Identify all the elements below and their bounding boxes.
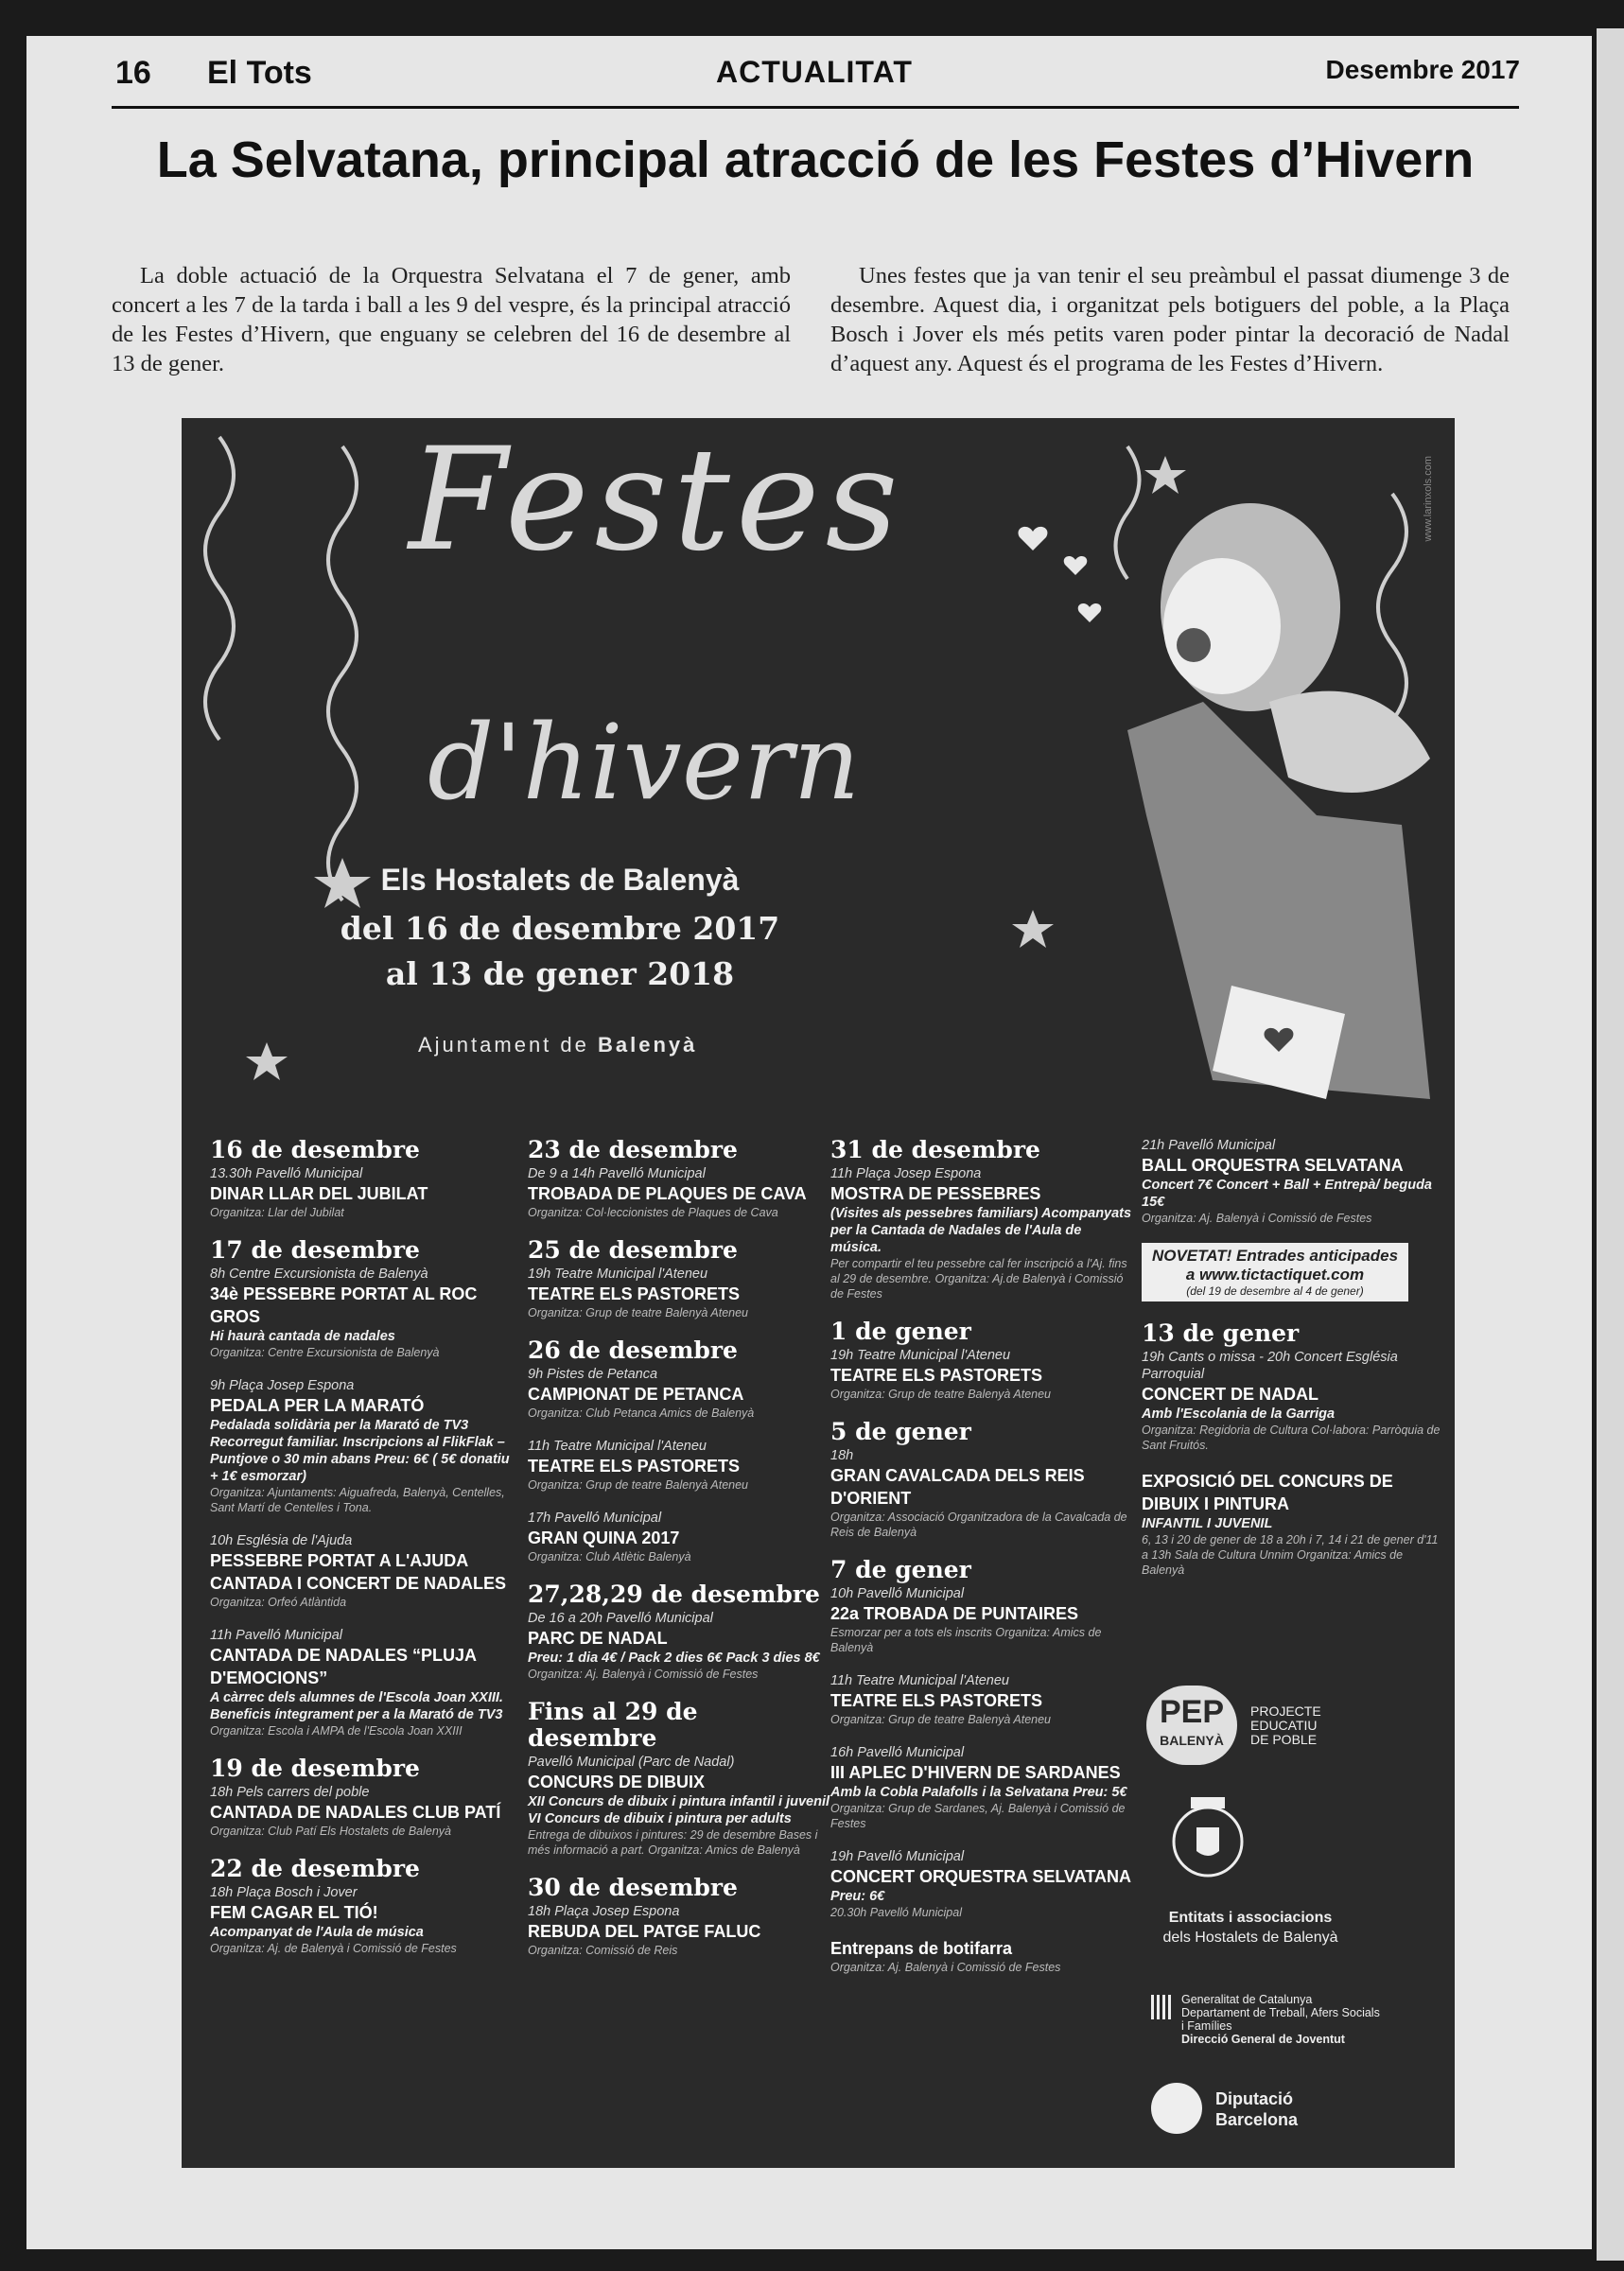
day-block xyxy=(830,1319,1133,1402)
event-organizer: Organitza: Grup de teatre Balenyà Ateneu xyxy=(830,1388,1052,1401)
event-time-place: 10h Pavelló Municipal xyxy=(830,1586,965,1601)
day-heading: 30 de desembre xyxy=(528,1874,738,1901)
event-item xyxy=(830,1848,1133,1920)
event-time-place: 10h Església de l'Ajuda xyxy=(210,1533,353,1548)
diputacio-line-2: Barcelona xyxy=(1215,2110,1299,2129)
event-time-place: 21h Pavelló Municipal xyxy=(1142,1138,1276,1153)
event-title: CONCURS DE DIBUIX xyxy=(528,1773,706,1791)
ajuntament-prefix: Ajuntament de xyxy=(418,1033,589,1057)
generalitat-bars-icon xyxy=(1151,1995,1172,2019)
day-block xyxy=(830,1419,1133,1540)
program-column-2 xyxy=(528,1137,830,1975)
event-title: MOSTRA DE PESSEBRES xyxy=(830,1184,1041,1203)
event-item xyxy=(528,1266,830,1320)
event-item xyxy=(1142,1470,1444,1578)
event-item xyxy=(210,1165,513,1220)
event-description: XII Concurs de dibuix i pintura infantil i juvenil VI Concurs de dibuix i pintura per adults xyxy=(528,1794,830,1826)
event-title: CONCERT DE NADAL xyxy=(1142,1385,1318,1404)
page-number: 16 xyxy=(115,55,151,91)
event-time-place: 19h Cants o missa - 20h Concert Església Parroquial xyxy=(1142,1350,1398,1382)
day-heading: 22 de desembre xyxy=(210,1855,420,1882)
heart-icon xyxy=(1019,527,1102,622)
poster-dates xyxy=(305,906,815,997)
day-block xyxy=(210,1237,513,1738)
page-header xyxy=(92,55,1520,93)
event-title: TEATRE ELS PASTORETS xyxy=(830,1366,1043,1385)
day-block xyxy=(528,1337,830,1564)
event-title: CONCERT ORQUESTRA SELVATANA xyxy=(830,1867,1131,1886)
pep-logo xyxy=(1142,1686,1425,1771)
event-organizer: Organitza: Regidoria de Cultura Col·labora: Parròquia de Sant Fruitós. xyxy=(1142,1424,1441,1452)
event-organizer: Organitza: Comissió de Reis xyxy=(528,1944,678,1957)
day-heading: 26 de desembre xyxy=(528,1336,738,1364)
publication-name: El Tots xyxy=(207,55,312,91)
event-organizer: Organitza: Aj. Balenyà i Comissió de Festes xyxy=(830,1961,1061,1974)
event-item xyxy=(528,1438,830,1493)
event-time-place: 11h Teatre Municipal l'Ateneu xyxy=(528,1439,707,1454)
event-organizer: Organitza: Club Atlètic Balenyà xyxy=(528,1550,691,1563)
event-title: CANTADA DE NADALES “PLUJA D'EMOCIONS” xyxy=(210,1646,477,1687)
event-item xyxy=(528,1165,830,1220)
event-title: REBUDA DEL PATGE FALUC xyxy=(528,1922,761,1941)
event-item xyxy=(830,1937,1133,1975)
day-heading: 27,28,29 de desembre xyxy=(528,1581,820,1608)
event-title: EXPOSICIÓ DEL CONCURS DE DIBUIX I PINTURA xyxy=(1142,1472,1393,1513)
event-time-place: 18h Plaça Bosch i Jover xyxy=(210,1885,358,1900)
event-title: GRAN QUINA 2017 xyxy=(528,1529,680,1547)
event-organizer: Organitza: Club Patí Els Hostalets de Balenyà xyxy=(210,1825,451,1838)
event-time-place: 8h Centre Excursionista de Balenyà xyxy=(210,1267,428,1282)
poster-dates-line-1: del 16 de desembre 2017 xyxy=(340,910,780,947)
pep-badge-subtext: BALENYÀ xyxy=(1160,1733,1224,1748)
diputacio-line-1: Diputació xyxy=(1215,2089,1294,2108)
event-item xyxy=(528,1366,830,1421)
day-heading: 31 de desembre xyxy=(830,1136,1040,1163)
event-time-place: 16h Pavelló Municipal xyxy=(830,1745,965,1760)
article-column-1: La doble actuació de la Orquestra Selvatana el 7 de gener, amb concert a les 7 de la tarda i ball a les 9 del vespre, és la principal atracció de les Festes d’Hivern, que enguany se celebren del 16 de desembre al 13 de gener. xyxy=(112,263,791,376)
poster-dates-line-2: al 13 de gener 2018 xyxy=(385,955,735,992)
diputacio-emblem-icon xyxy=(1151,2083,1202,2134)
generalitat-logo xyxy=(1151,1993,1455,2046)
event-title: 22a TROBADA DE PUNTAIRES xyxy=(830,1604,1079,1623)
event-description: Pedalada solidària per la Marató de TV3 Recorregut familiar. Inscripcions al FlikFlak – Puntjove o 30 min abans Preu: 6€ ( 5€ donatiu + 1€ esmorzar) xyxy=(210,1418,510,1484)
event-title: GRAN CAVALCADA DELS REIS D'ORIENT xyxy=(830,1466,1085,1508)
program-column-4 xyxy=(1142,1137,1444,1595)
event-organizer: Organitza: Grup de teatre Balenyà Ateneu xyxy=(528,1306,749,1319)
day-block xyxy=(1142,1320,1444,1578)
event-organizer: Organitza: Associació Organitzadora de la Cavalcada de Reis de Balenyà xyxy=(830,1511,1127,1539)
event-item xyxy=(1142,1349,1444,1453)
novetat-box xyxy=(1142,1243,1408,1301)
poster-title-line-1: Festes xyxy=(409,418,904,583)
event-title: TROBADA DE PLAQUES DE CAVA xyxy=(528,1184,807,1203)
event-time-place: Pavelló Municipal (Parc de Nadal) xyxy=(528,1755,735,1770)
event-item xyxy=(210,1884,513,1956)
event-title: TEATRE ELS PASTORETS xyxy=(528,1457,741,1476)
day-block xyxy=(1142,1137,1444,1301)
event-organizer: Organitza: Ajuntaments: Aiguafreda, Balenyà, Centelles, Sant Martí de Centelles i Tona. xyxy=(210,1486,505,1514)
event-organizer: Entrega de dibuixos i pintures: 29 de desembre Bases i més informació a part. Organitza: Amics de Balenyà xyxy=(528,1828,818,1857)
event-organizer: 6, 13 i 20 de gener de 18 a 20h i 7, 14 i 21 de gener d'11 a 13h Sala de Cultura Unnim Organitza: Amics de Balenyà xyxy=(1142,1533,1439,1577)
event-title: CAMPIONAT DE PETANCA xyxy=(528,1385,744,1404)
event-organizer: Organitza: Club Petanca Amics de Balenyà xyxy=(528,1406,755,1420)
diputacio-text xyxy=(1215,2088,1298,2130)
issue-date: Desembre 2017 xyxy=(1325,55,1520,84)
event-time-place: 17h Pavelló Municipal xyxy=(528,1511,662,1526)
event-organizer: Organitza: Grup de teatre Balenyà Ateneu xyxy=(830,1713,1052,1726)
day-heading: 16 de desembre xyxy=(210,1136,420,1163)
entitats-line-1: Entitats i associacions xyxy=(1168,1910,1333,1926)
event-item xyxy=(210,1266,513,1360)
event-description: A càrrec dels alumnes de l'Escola Joan XXIII. Beneficis íntegrament per a la Marató de TV3 xyxy=(210,1690,503,1722)
pep-badge xyxy=(1146,1686,1237,1765)
designer-credit: www.larinxols.com xyxy=(1423,456,1434,542)
event-time-place: 18h Plaça Josep Espona xyxy=(528,1904,680,1919)
day-block xyxy=(210,1856,513,1956)
article-headline: La Selvatana, principal atracció de les Festes d’Hivern xyxy=(156,131,1475,188)
event-title: BALL ORQUESTRA SELVATANA xyxy=(1142,1156,1404,1175)
event-time-place: 18h Pels carrers del poble xyxy=(210,1785,370,1800)
article-column-2: Unes festes que ja van tenir el seu preàmbul el passat diumenge 3 de desembre. Aquest dia, i organitzat pels botiguers del poble, a la Plaça Bosch i Jover els més petits varen poder pintar la decoració de Nadal d’aquest any. Aquest és el programa de les Festes d’Hivern. xyxy=(830,263,1510,376)
day-block xyxy=(528,1875,830,1958)
entitats-line-2: dels Hostalets de Balenyà xyxy=(1162,1930,1338,1946)
event-time-place: 9h Pistes de Petanca xyxy=(528,1367,658,1382)
event-description: (Visites als pessebres familiars) Acompanyats per la Cantada de Nadales de l'Aula de música. xyxy=(830,1206,1132,1255)
event-title: PEDALA PER LA MARATÓ xyxy=(210,1396,425,1415)
pep-badge-text: PEP xyxy=(1159,1694,1225,1730)
event-organizer: Organitza: Aj. Balenyà i Comissió de Festes xyxy=(528,1668,759,1681)
day-heading: 25 de desembre xyxy=(528,1236,738,1264)
event-organizer: Organitza: Orfeó Atlàntida xyxy=(210,1596,347,1609)
day-heading: 13 de gener xyxy=(1142,1319,1300,1347)
event-item xyxy=(1142,1137,1444,1226)
event-organizer: Organitza: Aj. de Balenyà i Comissió de Festes xyxy=(210,1942,457,1955)
event-time-place: 11h Pavelló Municipal xyxy=(210,1628,342,1643)
day-block xyxy=(830,1137,1133,1301)
day-heading: 1 de gener xyxy=(830,1318,971,1345)
event-description: Acompanyat de l'Aula de música xyxy=(210,1925,424,1940)
event-item xyxy=(830,1744,1133,1831)
program-column-1 xyxy=(210,1137,513,1973)
section-name: ACTUALITAT xyxy=(716,55,913,89)
program-column-3 xyxy=(830,1137,1133,1992)
event-item xyxy=(528,1510,830,1564)
event-item xyxy=(830,1165,1133,1301)
event-description: INFANTIL I JUVENIL xyxy=(1142,1516,1273,1531)
generalitat-line-4: Direcció General de Joventut xyxy=(1181,2033,1345,2046)
day-heading: 5 de gener xyxy=(830,1418,971,1445)
event-time-place: 9h Plaça Josep Espona xyxy=(210,1378,355,1393)
pep-caption-line-3: DE POBLE xyxy=(1250,1732,1318,1747)
event-organizer: Organitza: Col·leccionistes de Plaques de Cava xyxy=(528,1206,778,1219)
event-title: DINAR LLAR DEL JUBILAT xyxy=(210,1184,428,1203)
event-item xyxy=(830,1672,1133,1727)
event-time-place: 11h Plaça Josep Espona xyxy=(830,1166,982,1181)
day-block xyxy=(528,1581,830,1682)
novetat-line3: (del 19 de desembre al 4 de gener) xyxy=(1186,1284,1364,1298)
event-item xyxy=(830,1447,1133,1540)
event-time-place: 19h Teatre Municipal l'Ateneu xyxy=(528,1267,708,1282)
generalitat-line-1: Generalitat de Catalunya xyxy=(1181,1993,1313,2006)
entitats-caption xyxy=(1142,1908,1359,1948)
poster-location: Els Hostalets de Balenyà xyxy=(380,863,740,897)
event-time-place: 19h Teatre Municipal l'Ateneu xyxy=(830,1348,1011,1363)
event-description: Hi haurà cantada de nadales xyxy=(210,1329,395,1344)
day-block xyxy=(830,1557,1133,1975)
event-time-place: De 16 a 20h Pavelló Municipal xyxy=(528,1611,713,1626)
header-rule xyxy=(112,106,1519,109)
facing-page-edge xyxy=(1597,28,1624,2261)
event-title: PESSEBRE PORTAT A L'AJUDA CANTADA I CONCERT DE NADALES xyxy=(210,1551,506,1593)
event-title: 34è PESSEBRE PORTAT AL ROC GROS xyxy=(210,1284,478,1326)
event-organizer: Organitza: Llar del Jubilat xyxy=(210,1206,344,1219)
day-heading: 17 de desembre xyxy=(210,1236,420,1264)
comissio-festes-seal-icon xyxy=(1170,1790,1246,1879)
event-item xyxy=(830,1585,1133,1655)
diputacio-logo xyxy=(1151,2083,1397,2140)
event-title: TEATRE ELS PASTORETS xyxy=(528,1284,741,1303)
event-organizer: 20.30h Pavelló Municipal xyxy=(830,1906,962,1919)
event-item xyxy=(528,1754,830,1858)
event-time-place: 18h xyxy=(830,1448,854,1463)
ajuntament-credit xyxy=(418,1033,697,1057)
event-organizer: Organitza: Aj. Balenyà i Comissió de Festes xyxy=(1142,1212,1372,1225)
event-item xyxy=(210,1532,513,1610)
event-time-place: 13.30h Pavelló Municipal xyxy=(210,1166,363,1181)
day-block xyxy=(528,1699,830,1858)
day-block xyxy=(528,1137,830,1220)
day-heading: 19 de desembre xyxy=(210,1755,420,1782)
angel-illustration xyxy=(1127,503,1430,1099)
ajuntament-name: Balenyà xyxy=(598,1033,698,1057)
pep-caption xyxy=(1250,1704,1321,1747)
event-title: PARC DE NADAL xyxy=(528,1629,668,1648)
day-block xyxy=(528,1237,830,1320)
event-time-place: 11h Teatre Municipal l'Ateneu xyxy=(830,1673,1009,1688)
event-description: Preu: 6€ xyxy=(830,1889,885,1904)
pep-caption-line-2: EDUCATIU xyxy=(1250,1718,1318,1733)
pep-caption-line-1: PROJECTE xyxy=(1250,1703,1321,1719)
event-organizer: Organitza: Centre Excursionista de Balenyà xyxy=(210,1346,440,1359)
event-organizer: Esmorzar per a tots els inscrits Organitza: Amics de Balenyà xyxy=(830,1626,1102,1654)
day-heading: 23 de desembre xyxy=(528,1136,738,1163)
event-item xyxy=(830,1347,1133,1402)
event-organizer: Organitza: Grup de Sardanes, Aj. Balenyà i Comissió de Festes xyxy=(830,1802,1126,1830)
event-item xyxy=(210,1627,513,1738)
event-time-place: De 9 a 14h Pavelló Municipal xyxy=(528,1166,706,1181)
day-heading: 7 de gener xyxy=(830,1556,971,1583)
event-title: FEM CAGAR EL TIÓ! xyxy=(210,1903,378,1922)
event-item xyxy=(210,1377,513,1515)
day-heading: Fins al 29 de desembre xyxy=(528,1698,698,1752)
event-title: TEATRE ELS PASTORETS xyxy=(830,1691,1043,1710)
day-block xyxy=(210,1137,513,1220)
event-title: CANTADA DE NADALES CLUB PATÍ xyxy=(210,1803,501,1822)
event-title: Entrepans de botifarra xyxy=(830,1939,1013,1958)
day-block xyxy=(210,1756,513,1839)
event-description: Concert 7€ Concert + Ball + Entrepà/ beguda 15€ xyxy=(1142,1178,1432,1210)
event-organizer: Organitza: Grup de teatre Balenyà Ateneu xyxy=(528,1478,749,1492)
event-description: Amb la Cobla Palafolls i la Selvatana Preu: 5€ xyxy=(830,1785,1127,1800)
event-title: III APLEC D'HIVERN DE SARDANES xyxy=(830,1763,1121,1782)
generalitat-line-3: i Famílies xyxy=(1181,2019,1232,2033)
event-description: Preu: 1 dia 4€ / Pack 2 dies 6€ Pack 3 dies 8€ xyxy=(528,1651,820,1666)
event-time-place: 19h Pavelló Municipal xyxy=(830,1849,965,1864)
poster-title-line-2: d'hivern xyxy=(428,702,861,823)
event-item xyxy=(528,1903,830,1958)
event-description: Amb l'Escolania de la Garriga xyxy=(1142,1406,1336,1422)
novetat-line2: a www.tictactiquet.com xyxy=(1185,1266,1365,1284)
novetat-line1: NOVETAT! Entrades anticipades xyxy=(1151,1247,1399,1265)
event-organizer: Per compartir el teu pessebre cal fer inscripció a l'Aj. fins al 29 de desembre. Organitza: Aj.de Balenyà i Comissió de Festes xyxy=(830,1257,1127,1301)
festival-poster xyxy=(182,418,1455,2168)
event-organizer: Organitza: Escola i AMPA de l'Escola Joan XXIII xyxy=(210,1724,463,1738)
event-item xyxy=(528,1610,830,1682)
event-item xyxy=(210,1784,513,1839)
generalitat-line-2: Departament de Treball, Afers Socials xyxy=(1181,2006,1380,2019)
